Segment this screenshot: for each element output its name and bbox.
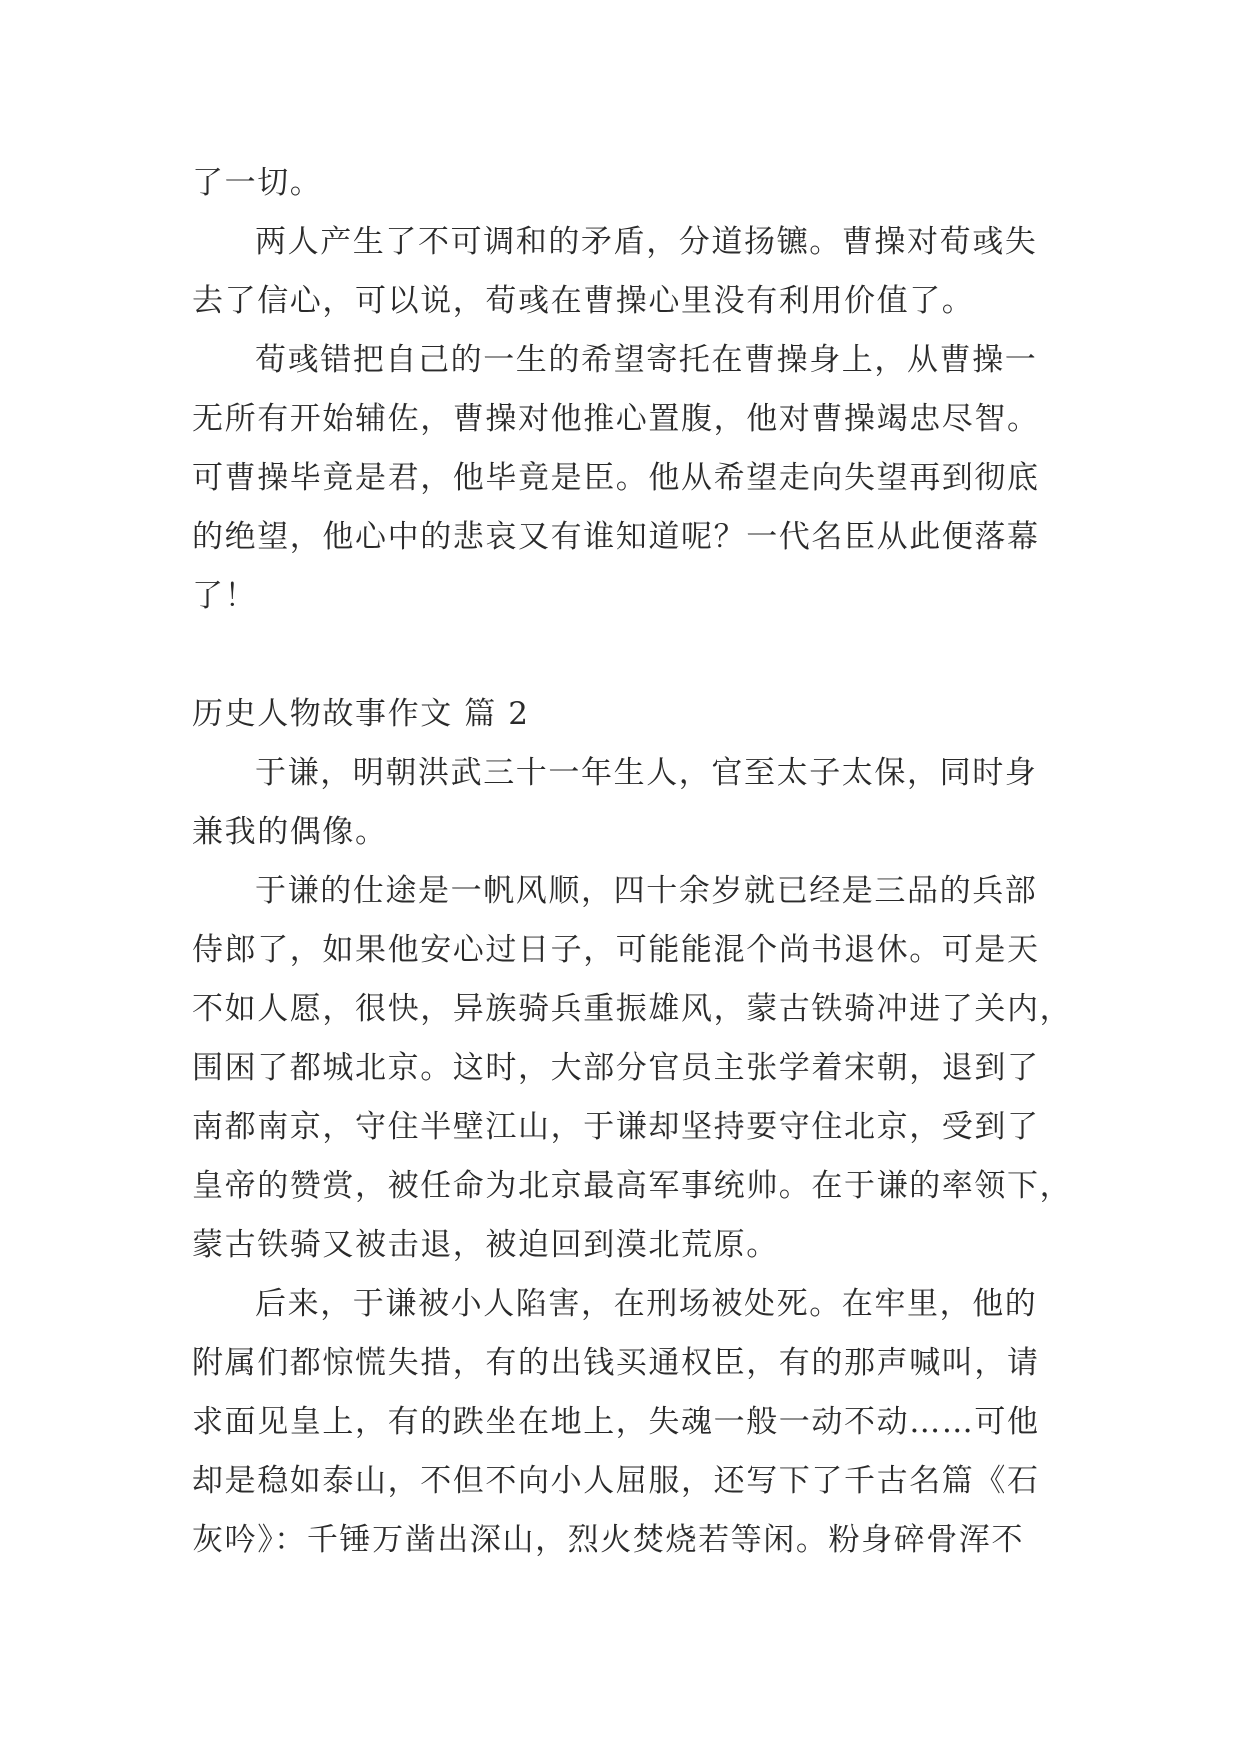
paragraph-line: 了！ [192, 578, 258, 614]
paragraph-line: 于谦的仕途是一帆风顺，四十余岁就已经是三品的兵部 [255, 873, 1038, 909]
paragraph-line: 皇帝的赞赏，被任命为北京最高军事统帅。在于谦的率领下， [192, 1168, 1073, 1204]
paragraph-line: 无所有开始辅佐，曹操对他推心置腹，他对曹操竭忠尽智。 [192, 401, 1040, 437]
section-heading: 历史人物故事作文 篇 2 [192, 696, 530, 732]
paragraph-line: 于谦，明朝洪武三十一年生人，官至太子太保，同时身 [255, 755, 1038, 791]
paragraph-line: 蒙古铁骑又被击退，被迫回到漠北荒原。 [192, 1227, 779, 1263]
paragraph-line: 了一切。 [192, 165, 323, 201]
paragraph-line: 去了信心，可以说，荀彧在曹操心里没有利用价值了。 [192, 283, 975, 319]
paragraph-line: 不如人愿，很快，异族骑兵重振雄风，蒙古铁骑冲进了关内， [192, 991, 1073, 1027]
paragraph-line: 侍郎了，如果他安心过日子，可能能混个尚书退休。可是天 [192, 932, 1040, 968]
paragraph-line: 的绝望，他心中的悲哀又有谁知道呢？一代名臣从此便落幕 [192, 519, 1040, 555]
paragraph-line: 可曹操毕竟是君，他毕竟是臣。他从希望走向失望再到彻底 [192, 460, 1040, 496]
paragraph-line: 灰吟》：千锤万凿出深山，烈火焚烧若等闲。粉身碎骨浑不 [192, 1522, 1025, 1558]
paragraph-line: 围困了都城北京。这时，大部分官员主张学着宋朝，退到了 [192, 1050, 1040, 1086]
paragraph-line: 南都南京，守住半壁江山，于谦却坚持要守住北京，受到了 [192, 1109, 1040, 1145]
paragraph-line: 求面见皇上，有的跌坐在地上，失魂一般一动不动……可他 [192, 1404, 1040, 1440]
paragraph-line: 却是稳如泰山，不但不向小人屈服，还写下了千古名篇《石 [192, 1463, 1040, 1499]
paragraph-line: 兼我的偶像。 [192, 814, 388, 850]
paragraph-line: 后来，于谦被小人陷害，在刑场被处死。在牢里，他的 [255, 1286, 1038, 1322]
paragraph-line: 附属们都惊慌失措，有的出钱买通权臣，有的那声喊叫，请 [192, 1345, 1040, 1381]
paragraph-line: 两人产生了不可调和的矛盾，分道扬镳。曹操对荀彧失 [255, 224, 1038, 260]
paragraph-line: 荀彧错把自己的一生的希望寄托在曹操身上，从曹操一 [255, 342, 1038, 378]
